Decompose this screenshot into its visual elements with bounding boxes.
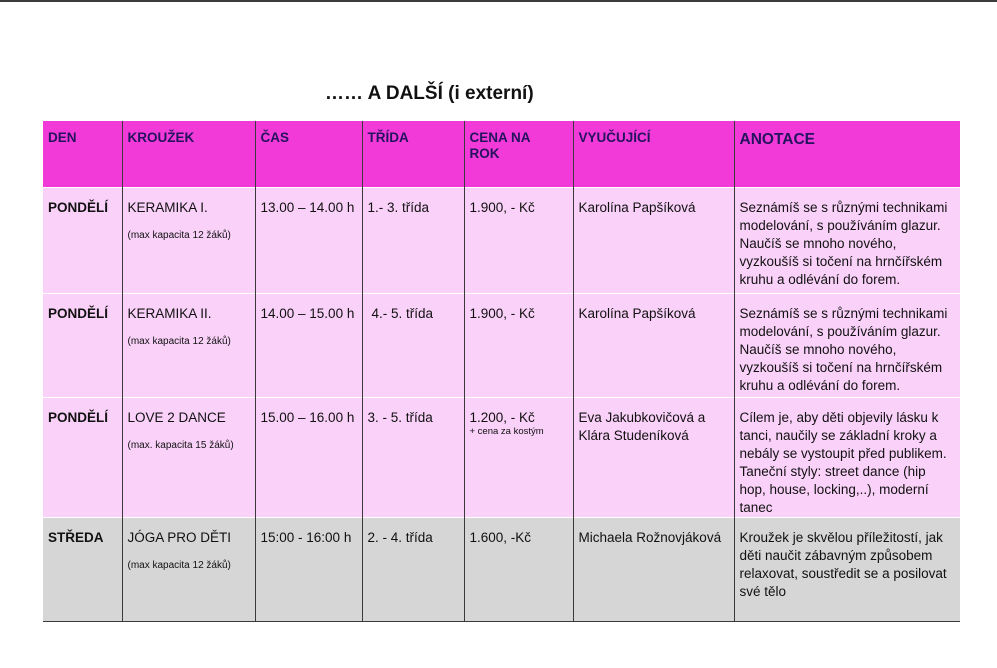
club-cell <box>122 293 255 397</box>
col-header-anotace: ANOTACE <box>734 121 960 187</box>
annotation-text: Seznámíš se s různými technikami modelování, s používáním glazur. Naučíš se mnoho nového, vyzkoušíš si točení na hrnčířském kruhu a odlévání do forem. <box>739 199 948 287</box>
table-header-row <box>43 121 960 187</box>
page-heading: …… A DALŠÍ (i externí) <box>325 83 534 104</box>
club-cell <box>122 397 255 517</box>
grade-cell: 3. - 5. třída <box>362 397 464 517</box>
price-cell <box>464 293 573 397</box>
price-value: 1.200, - Kč <box>469 409 535 425</box>
annotation-text: Kroužek je skvělou příležitostí, jak děti naučit zábavným způsobem relaxovat, soustředit se a posilovat své tělo <box>739 529 947 599</box>
club-name: KERAMIKA I. <box>127 199 208 215</box>
club-capacity: (max kapacita 12 žáků) <box>127 229 231 241</box>
table-row <box>43 187 960 293</box>
teacher-cell: Michaela Rožnovjáková <box>573 517 734 621</box>
annotation-cell <box>734 517 960 621</box>
col-header-vyucujici: VYUČUJÍCÍ <box>573 121 734 187</box>
price-note: + cena za kostým <box>469 425 544 437</box>
club-capacity: (max kapacita 12 žáků) <box>127 559 231 571</box>
club-name: KERAMIKA II. <box>127 305 212 321</box>
clubs-table <box>43 121 960 622</box>
annotation-cell <box>734 187 960 293</box>
teacher-cell: Eva Jakubkovičová a Klára Studeníková <box>573 397 734 517</box>
price-cell <box>464 517 573 621</box>
annotation-text-2: Taneční styly: street dance (hip hop, house, locking,..), moderní tanec <box>739 463 929 515</box>
club-capacity: (max. kapacita 15 žáků) <box>127 439 234 451</box>
teacher-cell: Karolína Papšíková <box>573 187 734 293</box>
club-name: LOVE 2 DANCE <box>127 409 226 425</box>
grade-cell: 1.- 3. třída <box>362 187 464 293</box>
price-value: 1.900, - Kč <box>469 305 535 321</box>
annotation-text: Seznámíš se s různými technikami modelování, s používáním glazur. Naučíš se mnoho nového, vyzkoušíš si točení na hrnčířském kruhu a odlévání do forem. <box>739 305 948 393</box>
day-cell: PONDĚLÍ <box>43 293 122 397</box>
price-value: 1.600, -Kč <box>469 529 532 545</box>
time-cell: 15:00 - 16:00 h <box>255 517 362 621</box>
day-cell: STŘEDA <box>43 517 122 621</box>
col-header-den: DEN <box>43 121 122 187</box>
col-header-cas: ČAS <box>255 121 362 187</box>
annotation-cell <box>734 397 960 517</box>
grade-cell: 2. - 4. třída <box>362 517 464 621</box>
time-cell: 13.00 – 14.00 h <box>255 187 362 293</box>
price-value: 1.900, - Kč <box>469 199 535 215</box>
table-row <box>43 397 960 517</box>
price-cell <box>464 397 573 517</box>
table-row <box>43 517 960 621</box>
club-cell <box>122 187 255 293</box>
club-capacity: (max kapacita 12 žáků) <box>127 335 231 347</box>
annotation-text: Cílem je, aby děti objevily lásku k tanci, naučily se základní kroky a nebály se vystoupit před publikem. <box>739 409 947 461</box>
club-name: JÓGA PRO DĚTI <box>127 529 232 545</box>
col-header-cena: CENA NA ROK <box>464 121 573 187</box>
col-header-trida: TŘÍDA <box>362 121 464 187</box>
annotation-cell <box>734 293 960 397</box>
table-row <box>43 293 960 397</box>
teacher-cell: Karolína Papšíková <box>573 293 734 397</box>
col-header-krouzek: KROUŽEK <box>122 121 255 187</box>
price-cell <box>464 187 573 293</box>
day-cell: PONDĚLÍ <box>43 397 122 517</box>
time-cell: 14.00 – 15.00 h <box>255 293 362 397</box>
grade-cell: 4.- 5. třída <box>362 293 464 397</box>
day-cell: PONDĚLÍ <box>43 187 122 293</box>
time-cell: 15.00 – 16.00 h <box>255 397 362 517</box>
top-rule <box>0 0 997 2</box>
club-cell <box>122 517 255 621</box>
